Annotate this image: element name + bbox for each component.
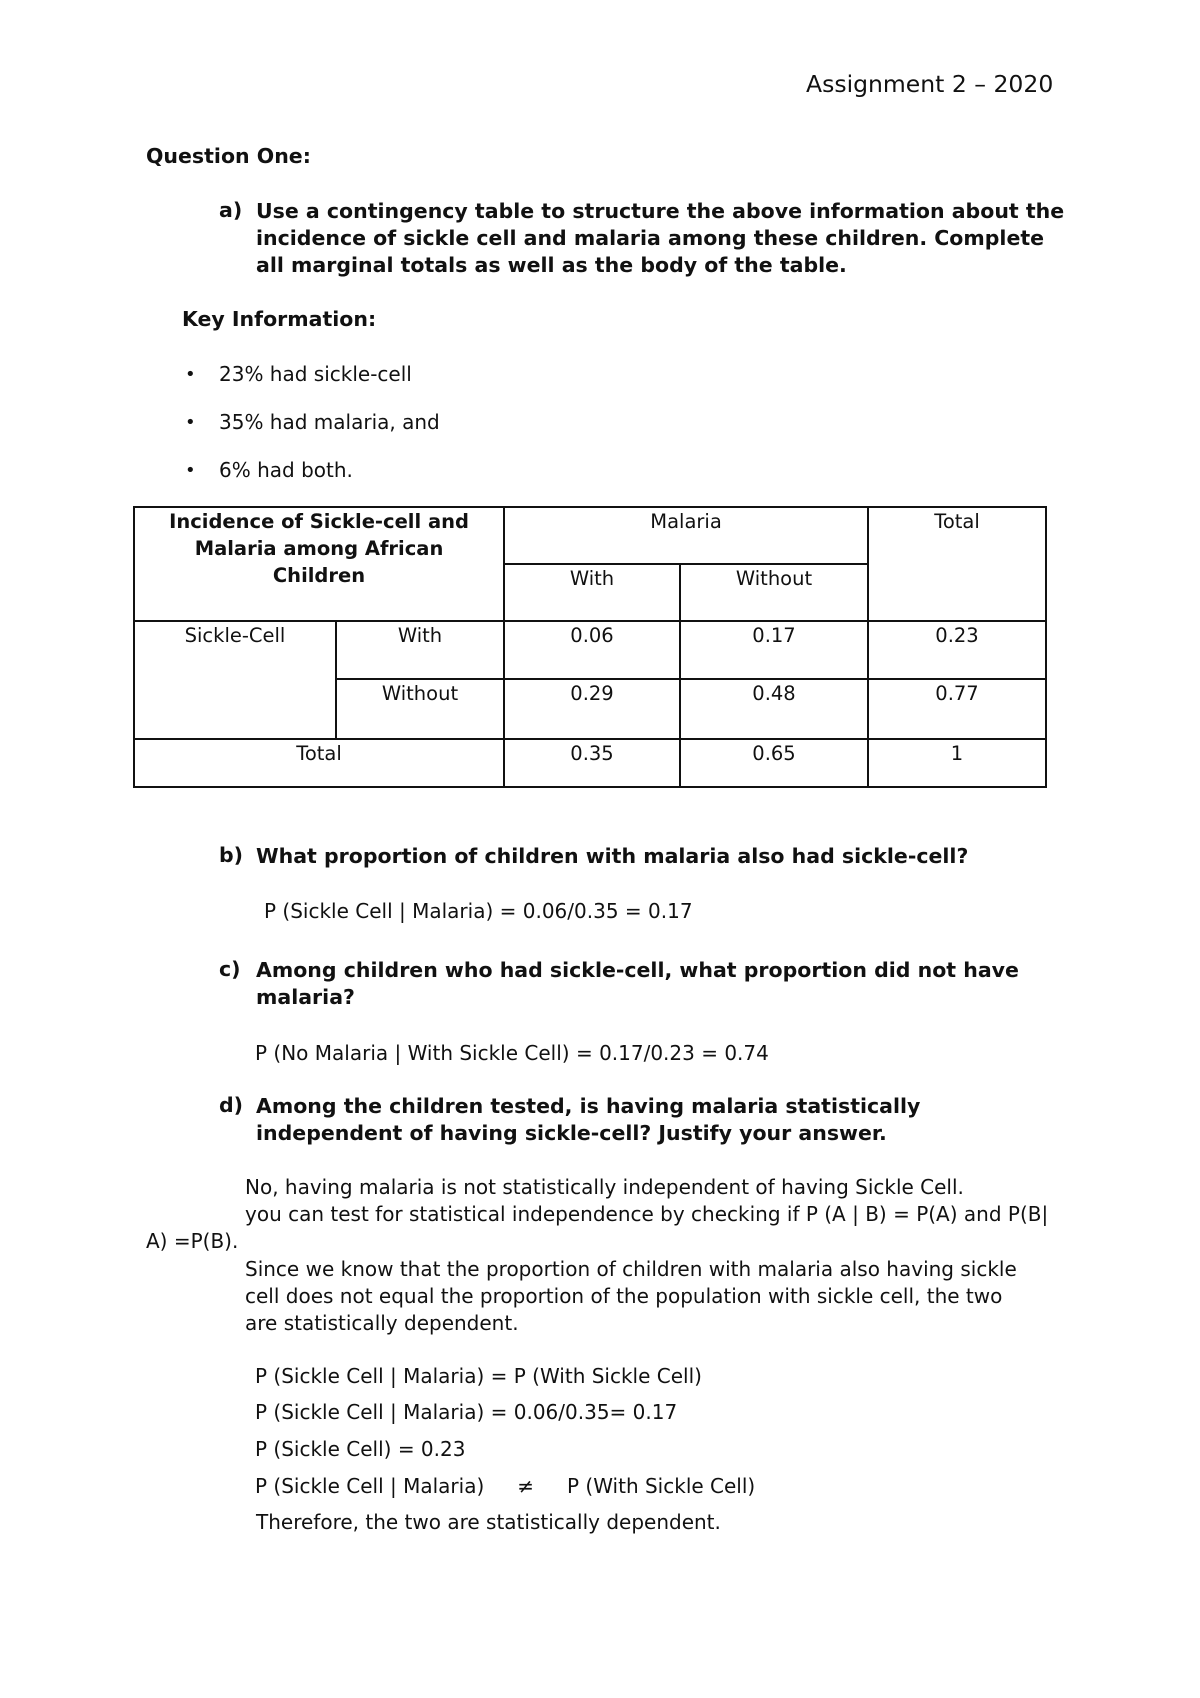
question-heading: Question One:: [146, 144, 311, 168]
bullet-text: 23% had sickle-cell: [219, 362, 412, 386]
malaria-header: Malaria: [504, 507, 868, 564]
part-d-para1: No, having malaria is not statistically independent of having Sickle Cell.: [245, 1175, 964, 1199]
part-c-letter: c): [219, 957, 241, 981]
bullet-text: 35% had malaria, and: [219, 410, 440, 434]
equation-4-right: P (With Sickle Cell): [567, 1474, 756, 1498]
total-total: 1: [868, 739, 1046, 787]
total-row-label: Total: [134, 739, 504, 787]
malaria-with-header: With: [504, 564, 680, 621]
key-info-heading: Key Information:: [182, 307, 377, 331]
cell-with-without: 0.17: [680, 621, 868, 679]
malaria-without-header: Without: [680, 564, 868, 621]
part-c-question: Among children who had sickle-cell, what proportion did not have malaria?: [256, 958, 1019, 1009]
cell-with-total: 0.23: [868, 621, 1046, 679]
part-a-letter: a): [219, 198, 243, 222]
row-without-label: Without: [336, 679, 504, 739]
part-d-para2-line2: A) =P(B).: [146, 1229, 239, 1253]
total-without: 0.65: [680, 739, 868, 787]
part-b-letter: b): [219, 843, 244, 867]
bullet-text: 6% had both.: [219, 458, 353, 482]
bullet-icon: •: [185, 412, 196, 433]
part-b-question: What proportion of children with malaria also had sickle-cell?: [256, 844, 969, 868]
bullet-icon: •: [185, 460, 196, 481]
not-equal-icon: ≠: [517, 1474, 535, 1498]
cell-without-with: 0.29: [504, 679, 680, 739]
part-c-answer: P (No Malaria | With Sickle Cell) = 0.17/0.23 = 0.74: [255, 1041, 769, 1065]
assignment-title: Assignment 2 – 2020: [806, 70, 1054, 98]
row-with-label: With: [336, 621, 504, 679]
equation-4: [255, 1474, 755, 1498]
total-header: Total: [868, 507, 1046, 621]
part-b-answer: P (Sickle Cell | Malaria) = 0.06/0.35 = 0.17: [264, 899, 693, 923]
equation-4-left: P (Sickle Cell | Malaria): [255, 1474, 485, 1498]
conclusion: Therefore, the two are statistically dependent.: [256, 1510, 721, 1534]
equation-2: P (Sickle Cell | Malaria) = 0.06/0.35= 0.17: [255, 1400, 678, 1424]
cell-without-without: 0.48: [680, 679, 868, 739]
part-d-question: Among the children tested, is having malaria statistically independent of having sickle-cell? Justify your answer.: [256, 1094, 921, 1145]
contingency-table: [133, 506, 1047, 788]
total-with: 0.35: [504, 739, 680, 787]
equation-3: P (Sickle Cell) = 0.23: [255, 1437, 466, 1461]
sickle-cell-label: Sickle-Cell: [134, 621, 336, 739]
part-a-question: Use a contingency table to structure the above information about the incidence of sickle cell and malaria among these children. Complete all marginal totals as well as the body of the table.: [256, 199, 1065, 277]
part-d-para2-line1: you can test for statistical independence by checking if P (A | B) = P(A) and P(B|: [245, 1202, 1049, 1226]
equation-1: P (Sickle Cell | Malaria) = P (With Sickle Cell): [255, 1364, 702, 1388]
cell-with-with: 0.06: [504, 621, 680, 679]
table-title-cell: Incidence of Sickle-cell and Malaria among African Children: [134, 507, 504, 621]
cell-without-total: 0.77: [868, 679, 1046, 739]
table-row: [134, 739, 1046, 787]
part-d-para3: Since we know that the proportion of children with malaria also having sickle cell does not equal the proportion of the population with sickle cell, the two are statistically dependent.: [245, 1257, 1017, 1335]
part-d-letter: d): [219, 1093, 244, 1117]
bullet-icon: •: [185, 364, 196, 385]
table-row: [134, 621, 1046, 679]
